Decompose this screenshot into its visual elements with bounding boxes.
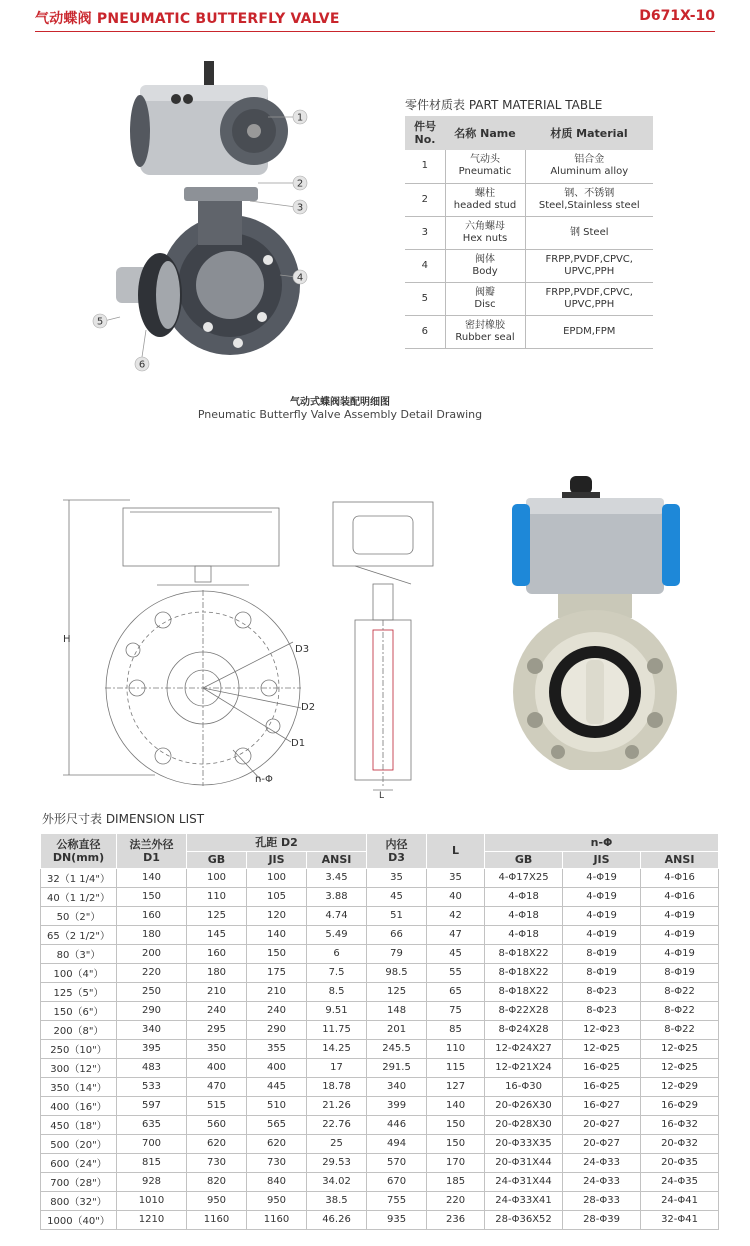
table-cell: 46.26 [307,1210,367,1229]
table-cell: 12-Φ29 [641,1077,719,1096]
svg-text:4: 4 [296,272,304,284]
table-cell: 4-Φ18 [485,887,563,906]
table-cell: 47 [427,925,485,944]
table-cell: 20-Φ26X30 [485,1096,563,1115]
table-cell: 65 [427,982,485,1001]
table-cell: 620 [187,1134,247,1153]
header-material: 材质 Material [525,116,653,150]
svg-text:1: 1 [296,112,304,124]
table-row [41,963,719,982]
table-cell: 4-Φ18 [485,906,563,925]
table-cell: 483 [117,1058,187,1077]
table-cell: 55 [427,963,485,982]
table-cell: 50（2"） [41,906,117,925]
table-cell: 140 [247,925,307,944]
table-cell: 515 [187,1096,247,1115]
table-cell: 8-Φ19 [563,963,641,982]
table-cell: 7.5 [307,963,367,982]
table-cell: 340 [117,1020,187,1039]
table-cell: 245.5 [367,1039,427,1058]
table-row [41,1153,719,1172]
table-cell: 340 [367,1077,427,1096]
table-cell: 3.45 [307,868,367,887]
table-cell: 125 [367,982,427,1001]
table-cell: 20-Φ28X30 [485,1115,563,1134]
svg-text:6: 6 [138,359,146,371]
table-cell: 11.75 [307,1020,367,1039]
table-cell: 350（14"） [41,1077,117,1096]
callout-5 [93,314,107,328]
table-cell: 4-Φ19 [641,944,719,963]
table-cell: 560 [187,1115,247,1134]
table-cell: 201 [367,1020,427,1039]
table-cell: 14.25 [307,1039,367,1058]
header-d2-gb: GB [187,851,247,868]
table-cell: 395 [117,1039,187,1058]
table-cell: 470 [187,1077,247,1096]
table-cell: 755 [367,1191,427,1210]
table-cell: 8-Φ18X22 [485,944,563,963]
table-cell: 18.78 [307,1077,367,1096]
product-title: 气动蝶阀 PNEUMATIC BUTTERFLY VALVE [35,11,340,27]
table-cell: 75 [427,1001,485,1020]
table-cell: 8-Φ22X28 [485,1001,563,1020]
table-cell: 34.02 [307,1172,367,1191]
table-cell: 22.76 [307,1115,367,1134]
table-row: 4 阀体 Body FRPP,PVDF,CPVC, UPVC,PPH [405,249,653,282]
table-cell: 4-Φ16 [641,887,719,906]
table-cell: 400 [187,1058,247,1077]
header-d2: 孔距 D2 [187,834,367,851]
table-cell: 565 [247,1115,307,1134]
table-cell: 220 [427,1191,485,1210]
table-cell: 670 [367,1172,427,1191]
header-n-ansi: ANSI [641,851,719,868]
table-cell: 730 [187,1153,247,1172]
table-row [41,1077,719,1096]
table-cell: 3.88 [307,887,367,906]
table-cell: 24-Φ31X44 [485,1172,563,1191]
table-cell: 620 [247,1134,307,1153]
table-cell: 150 [247,944,307,963]
table-cell: 45 [427,944,485,963]
table-cell: 115 [427,1058,485,1077]
page-header [35,6,715,32]
header-d2-ansi: ANSI [307,851,367,868]
table-cell: 295 [187,1020,247,1039]
label-d1: D1 [291,738,306,749]
assembly-illustration [90,55,320,375]
table-cell: 105 [247,887,307,906]
callout-2 [293,176,307,190]
table-cell: 40（1 1/2"） [41,887,117,906]
table-cell: 20-Φ33X35 [485,1134,563,1153]
table-cell: 840 [247,1172,307,1191]
table-cell: 200（8"） [41,1020,117,1039]
technical-drawing [55,490,495,800]
table-cell: 12-Φ21X24 [485,1058,563,1077]
table-cell: 240 [247,1001,307,1020]
table-cell: 6 [307,944,367,963]
header-d2-jis: JIS [247,851,307,868]
table-cell: 250（10"） [41,1039,117,1058]
table-row [41,1001,719,1020]
table-cell: 145 [187,925,247,944]
table-cell: 110 [427,1039,485,1058]
table-cell: 236 [427,1210,485,1229]
table-cell: 1160 [247,1210,307,1229]
table-row [41,1096,719,1115]
table-cell: 8-Φ22 [641,982,719,1001]
table-cell: 150 [117,887,187,906]
table-cell: 290 [117,1001,187,1020]
table-cell: 150（6"） [41,1001,117,1020]
table-cell: 17 [307,1058,367,1077]
dimension-header-row-1 [41,834,719,851]
header-n-phi: n-Φ [485,834,719,851]
table-cell: 4.74 [307,906,367,925]
table-cell: 45 [367,887,427,906]
table-cell: 140 [117,868,187,887]
table-cell: 291.5 [367,1058,427,1077]
table-cell: 16-Φ25 [563,1077,641,1096]
table-row [41,1058,719,1077]
table-cell: 12-Φ23 [563,1020,641,1039]
table-row [41,1191,719,1210]
table-cell: 1160 [187,1210,247,1229]
table-row: 1 气动头 Pneumatic 铝合金 Aluminum alloy [405,150,653,183]
callout-3 [293,200,307,214]
table-row [41,906,719,925]
table-cell: 445 [247,1077,307,1096]
table-cell: 148 [367,1001,427,1020]
table-cell: 250 [117,982,187,1001]
table-cell: 5.49 [307,925,367,944]
table-row [41,1020,719,1039]
table-cell: 100 [247,868,307,887]
table-cell: 24-Φ35 [641,1172,719,1191]
table-cell: 32-Φ41 [641,1210,719,1229]
table-cell: 290 [247,1020,307,1039]
label-h: H [63,634,71,645]
table-cell: 12-Φ25 [641,1039,719,1058]
table-cell: 820 [187,1172,247,1191]
table-cell: 185 [427,1172,485,1191]
table-cell: 8-Φ19 [563,944,641,963]
table-cell: 20-Φ35 [641,1153,719,1172]
table-cell: 494 [367,1134,427,1153]
table-cell: 8-Φ22 [641,1020,719,1039]
table-cell: 20-Φ27 [563,1134,641,1153]
table-cell: 210 [247,982,307,1001]
table-cell: 300（12"） [41,1058,117,1077]
table-cell: 51 [367,906,427,925]
table-row [41,1134,719,1153]
header-no: 件号 No. [405,116,445,150]
svg-text:5: 5 [96,316,104,328]
table-cell: 220 [117,963,187,982]
table-cell: 399 [367,1096,427,1115]
table-cell: 79 [367,944,427,963]
table-cell: 35 [427,868,485,887]
table-row [41,944,719,963]
table-cell: 180 [117,925,187,944]
table-row [41,1039,719,1058]
table-cell: 4-Φ19 [641,906,719,925]
assembly-caption-cn: 气动式蝶阀装配明细图 [290,397,390,408]
table-cell: 175 [247,963,307,982]
table-cell: 66 [367,925,427,944]
table-cell: 127 [427,1077,485,1096]
dimension-table-body [41,868,719,1229]
table-cell: 125 [187,906,247,925]
table-cell: 20-Φ31X44 [485,1153,563,1172]
table-cell: 4-Φ19 [563,868,641,887]
table-cell: 1000（40"） [41,1210,117,1229]
table-cell: 928 [117,1172,187,1191]
table-cell: 700（28"） [41,1172,117,1191]
callout-6 [135,357,149,371]
table-cell: 600（24"） [41,1153,117,1172]
table-cell: 100 [187,868,247,887]
table-row [41,1210,719,1229]
table-cell: 240 [187,1001,247,1020]
table-cell: 4-Φ19 [563,925,641,944]
header-l: L [427,834,485,868]
table-cell: 635 [117,1115,187,1134]
product-code: D671X-10 [639,8,715,24]
table-cell: 29.53 [307,1153,367,1172]
table-cell: 700 [117,1134,187,1153]
table-cell: 450（18"） [41,1115,117,1134]
table-cell: 597 [117,1096,187,1115]
table-cell: 160 [117,906,187,925]
table-cell: 200 [117,944,187,963]
table-cell: 8-Φ23 [563,982,641,1001]
table-cell: 150 [427,1115,485,1134]
table-cell: 8-Φ18X22 [485,963,563,982]
table-cell: 40 [427,887,485,906]
table-cell: 500（20"） [41,1134,117,1153]
label-d3: D3 [295,644,310,655]
table-cell: 16-Φ29 [641,1096,719,1115]
table-cell: 16-Φ32 [641,1115,719,1134]
header-n-gb: GB [485,851,563,868]
label-l: L [379,791,385,800]
table-cell: 12-Φ25 [641,1058,719,1077]
table-cell: 16-Φ25 [563,1058,641,1077]
header-d3: 内径 D3 [367,834,427,868]
table-cell: 8-Φ22 [641,1001,719,1020]
table-cell: 160 [187,944,247,963]
table-cell: 510 [247,1096,307,1115]
table-cell: 400 [247,1058,307,1077]
table-cell: 9.51 [307,1001,367,1020]
table-cell: 355 [247,1039,307,1058]
table-row: 3 六角螺母 Hex nuts 钢 Steel [405,216,653,249]
table-row [41,925,719,944]
table-cell: 400（16"） [41,1096,117,1115]
table-cell: 42 [427,906,485,925]
table-cell: 28-Φ39 [563,1210,641,1229]
table-cell: 1210 [117,1210,187,1229]
table-cell: 1010 [117,1191,187,1210]
table-cell: 35 [367,868,427,887]
table-cell: 4-Φ19 [563,906,641,925]
assembly-caption-en: Pneumatic Butterfly Valve Assembly Detail Drawing [197,408,483,421]
table-cell: 4-Φ19 [563,887,641,906]
dimension-table-title: 外形尺寸表 DIMENSION LIST [42,812,205,826]
table-cell: 800（32"） [41,1191,117,1210]
table-row: 5 阀瓣 Disc FRPP,PVDF,CPVC, UPVC,PPH [405,282,653,315]
table-cell: 24-Φ41 [641,1191,719,1210]
table-cell: 16-Φ27 [563,1096,641,1115]
table-cell: 950 [247,1191,307,1210]
table-cell: 25 [307,1134,367,1153]
table-cell: 4-Φ17X25 [485,868,563,887]
table-cell: 730 [247,1153,307,1172]
table-cell: 20-Φ32 [641,1134,719,1153]
table-cell: 98.5 [367,963,427,982]
table-cell: 85 [427,1020,485,1039]
table-cell: 24-Φ33 [563,1172,641,1191]
table-cell: 150 [427,1134,485,1153]
table-cell: 350 [187,1039,247,1058]
material-table-title: 零件材质表 PART MATERIAL TABLE [405,98,603,112]
table-cell: 4-Φ19 [641,925,719,944]
header-dn: 公称直径 DN(mm) [41,834,117,868]
table-cell: 24-Φ33X41 [485,1191,563,1210]
table-cell: 125（5"） [41,982,117,1001]
table-cell: 4-Φ18 [485,925,563,944]
table-cell: 32（1 1/4"） [41,868,117,887]
header-name: 名称 Name [445,116,525,150]
table-cell: 8.5 [307,982,367,1001]
table-cell: 8-Φ18X22 [485,982,563,1001]
table-cell: 21.26 [307,1096,367,1115]
table-cell: 8-Φ23 [563,1001,641,1020]
table-cell: 446 [367,1115,427,1134]
table-cell: 80（3"） [41,944,117,963]
callout-1 [293,110,307,124]
table-row [41,887,719,906]
product-photo [498,470,698,770]
table-cell: 12-Φ24X27 [485,1039,563,1058]
table-cell: 110 [187,887,247,906]
table-cell: 16-Φ30 [485,1077,563,1096]
table-row: 6 密封橡胶 Rubber seal EPDM,FPM [405,315,653,348]
table-cell: 170 [427,1153,485,1172]
header-n-jis: JIS [563,851,641,868]
table-cell: 935 [367,1210,427,1229]
svg-text:2: 2 [296,178,304,190]
table-cell: 100（4"） [41,963,117,982]
table-cell: 20-Φ27 [563,1115,641,1134]
table-cell: 8-Φ19 [641,963,719,982]
table-cell: 950 [187,1191,247,1210]
table-row [41,1172,719,1191]
table-cell: 28-Φ33 [563,1191,641,1210]
table-cell: 180 [187,963,247,982]
table-cell: 28-Φ36X52 [485,1210,563,1229]
table-cell: 38.5 [307,1191,367,1210]
material-table-header [405,116,653,150]
table-cell: 210 [187,982,247,1001]
table-cell: 815 [117,1153,187,1172]
table-cell: 65（2 1/2"） [41,925,117,944]
table-cell: 533 [117,1077,187,1096]
callout-4 [293,270,307,284]
table-cell: 570 [367,1153,427,1172]
table-cell: 24-Φ33 [563,1153,641,1172]
table-row [41,982,719,1001]
table-row [41,868,719,887]
table-cell: 120 [247,906,307,925]
header-d1: 法兰外径 D1 [117,834,187,868]
material-table [405,116,653,349]
table-row [41,1115,719,1134]
label-d2: D2 [301,702,316,713]
label-n-phi: n-Φ [255,774,273,785]
table-cell: 12-Φ25 [563,1039,641,1058]
svg-text:3: 3 [296,202,304,214]
table-cell: 140 [427,1096,485,1115]
table-cell: 4-Φ16 [641,868,719,887]
table-cell: 8-Φ24X28 [485,1020,563,1039]
dimension-table [40,834,719,1230]
table-row: 2 螺柱 headed stud 钢、不锈钢 Steel,Stainless steel [405,183,653,216]
